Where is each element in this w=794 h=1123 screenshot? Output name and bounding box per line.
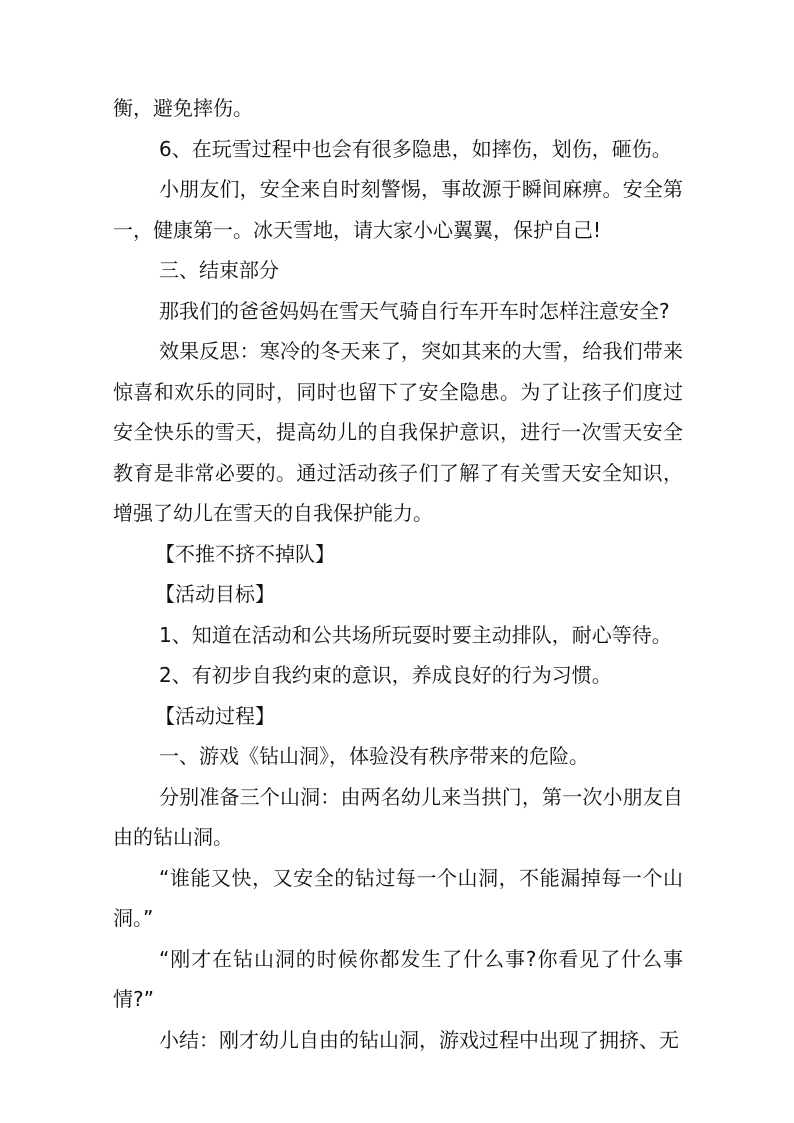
paragraph-summary-partial: 小结：刚才幼儿自由的钻山洞，游戏过程中出现了拥挤、无 (159, 1027, 679, 1052)
process-step-1: 一、游戏《钻山洞》，体验没有秩序带来的危险。 (159, 744, 589, 768)
paragraph-item-6: 6、在玩雪过程中也会有很多隐患，如摔伤，划伤，砸伤。 (159, 136, 672, 161)
lesson-title: 【不推不挤不掉队】 (155, 541, 335, 566)
quote-fast-safe: “谁能又快，又安全的钻过每一个山洞，不能漏掉每一个山洞。” (113, 865, 683, 930)
heading-activity-goals: 【活动目标】 (155, 582, 275, 606)
section-heading-ending: 三、结束部分 (159, 258, 279, 282)
heading-activity-process: 【活动过程】 (155, 703, 275, 728)
goal-item-2: 2、有初步自我约束的意识，养成良好的行为习惯。 (159, 663, 612, 687)
document-body (113, 88, 683, 1060)
paragraph-reflection: 效果反思：寒冷的冬天来了，突如其来的大雪，给我们带来惊喜和欢乐的同时，同时也留下了安全隐患。为了让孩子们度过安全快乐的雪天，提高幼儿的自我保护意识，进行一次雪天安全教育是非常必要的。通过活动孩子们了解了有关雪天安全知识，增强了幼儿在雪天的自我保护能力。 (113, 339, 683, 525)
paragraph-prepare-caves: 分别准备三个山洞：由两名幼儿来当拱门，第一次小朋友自由的钻山洞。 (113, 784, 683, 849)
goal-item-1: 1、知道在活动和公共场所玩耍时要主动排队，耐心等待。 (159, 622, 672, 647)
paragraph-parents-question: 那我们的爸爸妈妈在雪天气骑自行车开车时怎样注意安全? (159, 298, 670, 323)
paragraph-safety-summary: 小朋友们，安全来自时刻警惕，事故源于瞬间麻痹。安全第一，健康第一。冰天雪地，请大家小心翼翼，保护自己! (113, 177, 683, 242)
paragraph-continuation: 衡，避免摔伤。 (113, 96, 253, 120)
quote-what-happened: “刚才在钻山洞的时候你都发生了什么事?你看见了什么事情?” (113, 946, 683, 1011)
